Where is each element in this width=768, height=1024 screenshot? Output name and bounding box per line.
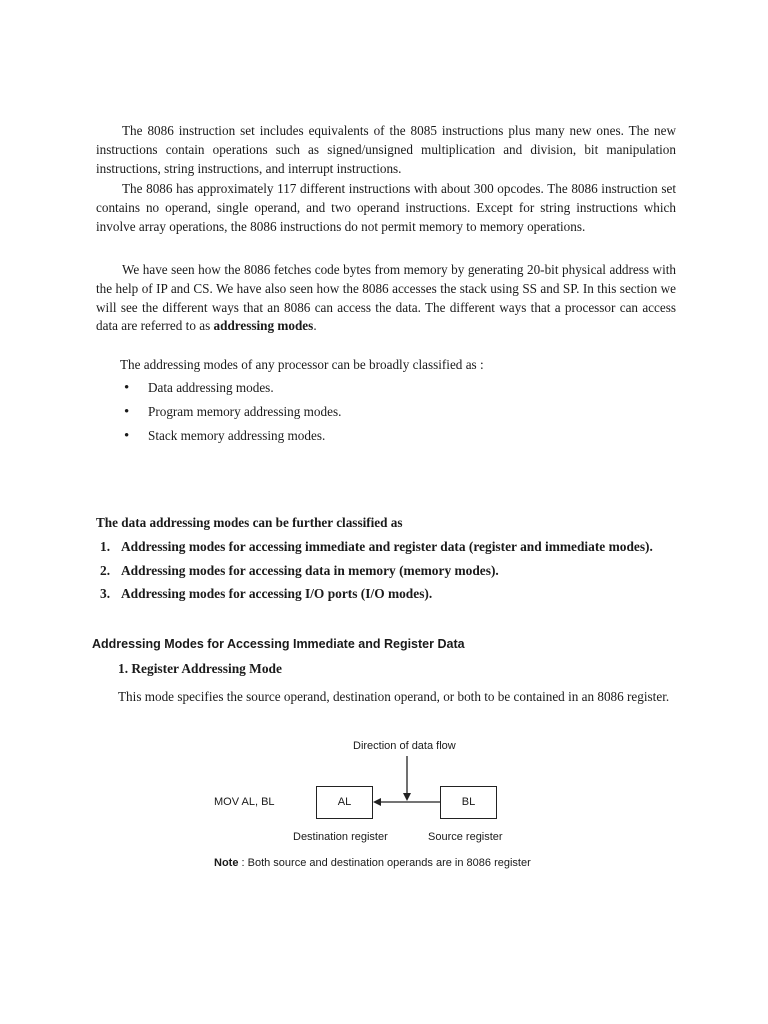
- data-mode-item: [100, 585, 674, 604]
- note-label: Note: [214, 857, 239, 869]
- paragraph-classification: The addressing modes of any processor can be broadly classified as :: [120, 357, 484, 372]
- section-heading: Addressing Modes for Accessing Immediate and Register Data: [92, 637, 465, 651]
- item-text: Addressing modes for accessing immediate and register data (register and immediate modes).: [121, 539, 653, 554]
- bullet-item: • Data addressing modes.: [124, 376, 341, 400]
- bullet-item: • Program memory addressing modes.: [124, 400, 341, 424]
- destination-register-box: AL: [316, 786, 373, 819]
- data-mode-item: [100, 562, 674, 581]
- paragraph-opcodes: The 8086 has approximately 117 different instructions with about 300 opcodes. The 8086 instruction set contains no operand, single operand, and two operand instructions. Except for string instructions which involve array operations, the 8086 instructions do not permit memory to memory operations.: [96, 181, 676, 234]
- item-number: 1.: [100, 539, 111, 554]
- item-number: 3.: [100, 586, 111, 601]
- item-text: Addressing modes for accessing I/O ports (I/O modes).: [121, 586, 433, 601]
- item-number: 2.: [100, 562, 111, 578]
- addressing-intro-end: .: [313, 318, 317, 334]
- item-text: Addressing modes for accessing data in memory (memory modes).: [121, 562, 499, 578]
- bullet-item: • Stack memory addressing modes.: [124, 424, 341, 448]
- data-mode-item: [100, 538, 674, 557]
- source-caption: Source register: [428, 831, 503, 843]
- paragraph-addressing-intro: [96, 261, 676, 336]
- paragraph-instruction-set: The 8086 instruction set includes equivalents of the 8085 instructions plus many new ones. The new instructions contain operations such as signed/unsigned multiplication and division, bit manipulation instructions, string instructions, and interrupt instructions.: [96, 123, 676, 176]
- addressing-intro-text: We have seen how the 8086 fetches code bytes from memory by generating 20-bit physical address with the help of IP and CS. We have also seen how the 8086 accesses the stack using SS and SP. In this section we will see the different ways that an 8086 can access the data. The different ways that a processor can access data are referred to as: [96, 262, 676, 334]
- note-text: : Both source and destination operands are in 8086 register: [238, 857, 531, 869]
- addressing-modes-bullet-list: [124, 376, 341, 448]
- data-modes-list: [100, 538, 674, 604]
- flow-arrow-head: [403, 793, 411, 801]
- source-register-box: BL: [440, 786, 497, 819]
- transfer-arrow-head: [373, 798, 381, 806]
- flow-label: Direction of data flow: [353, 740, 456, 752]
- diagram-note: [214, 857, 531, 869]
- sub-heading: 1. Register Addressing Mode: [118, 661, 282, 676]
- destination-caption: Destination register: [293, 831, 388, 843]
- addressing-modes-term: addressing modes: [213, 318, 314, 334]
- mov-instruction: MOV AL, BL: [214, 796, 275, 808]
- register-mode-description: This mode specifies the source operand, destination operand, or both to be contained in an 8086 register.: [118, 689, 670, 704]
- data-modes-intro: The data addressing modes can be further classified as: [96, 515, 403, 530]
